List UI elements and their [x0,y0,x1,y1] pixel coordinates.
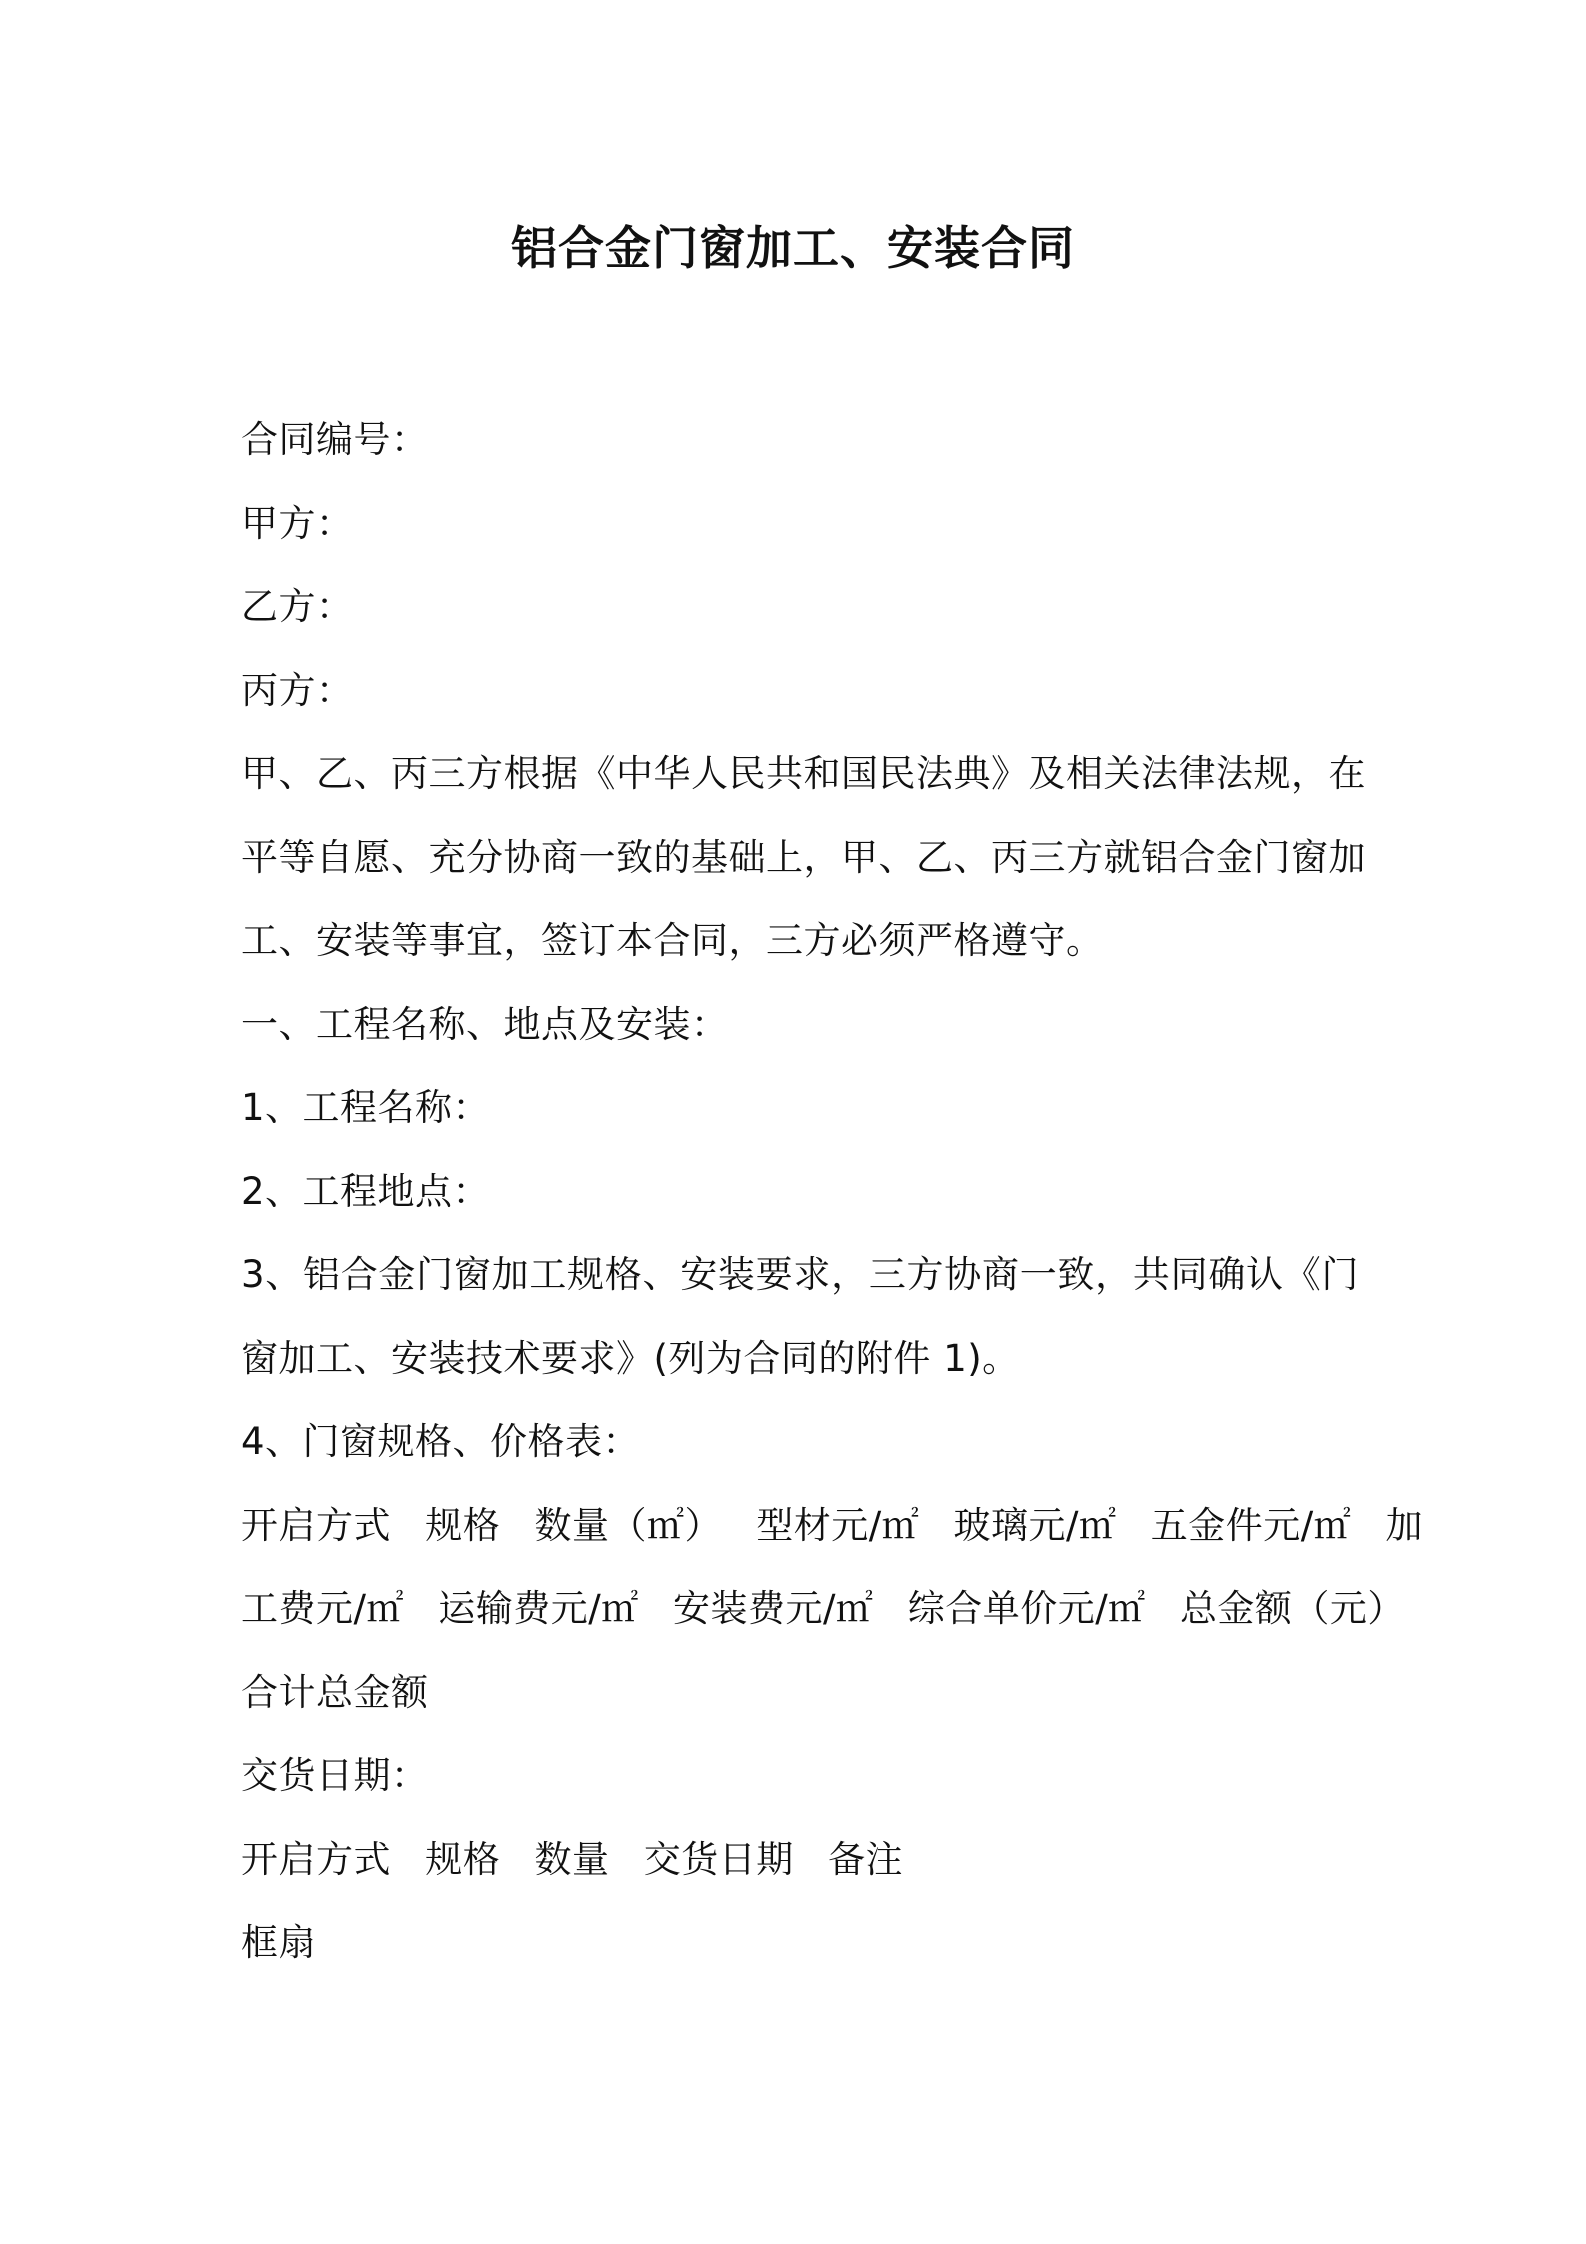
price-col-opening-type: 开启方式 [241,1503,391,1547]
project-location-label: 2、工程地点： [241,1169,491,1213]
price-col-total-amount: 总金额（元） [1179,1587,1405,1630]
section-1-heading: 一、工程名称、地点及安装： [241,1002,729,1046]
delivery-table-header-row [241,1818,1361,1902]
delivery-col-opening-type: 开启方式 [241,1837,391,1881]
document-body [241,398,1423,1985]
price-col-glass: 玻璃元/㎡ [953,1503,1117,1547]
spec-requirements-line-2: 窗加工、安装技术要求》(列为合同的附件 1)。 [241,1336,1020,1380]
price-col-processing-fee: 工费元/㎡ [241,1587,404,1630]
project-name-label: 1、工程名称： [241,1086,491,1129]
price-table-header-row-2 [241,1567,1405,1651]
price-col-unit-price: 综合单价元/㎡ [907,1587,1146,1630]
price-col-quantity: 数量（㎡） [534,1503,723,1547]
delivery-date-heading: 交货日期： [241,1754,429,1797]
delivery-col-date: 交货日期 [643,1837,794,1881]
price-table-heading: 4、门窗规格、价格表： [241,1420,641,1463]
price-col-processing-start: 加 [1385,1503,1423,1547]
price-table-header-row-1 [241,1484,1423,1568]
intro-line-3: 工、安装等事宜，签订本合同，三方必须严格遵守。 [241,919,1104,962]
price-col-spec: 规格 [425,1503,501,1547]
price-col-transport-fee: 运输费元/㎡ [438,1587,639,1630]
delivery-table-row-frame-sash: 框扇 [241,1921,316,1964]
delivery-col-spec: 规格 [425,1837,501,1881]
intro-line-1: 甲、乙、丙三方根据《中华人民共和国民法典》及相关法律法规，在 [241,752,1366,795]
price-col-profile: 型材元/㎡ [756,1503,920,1547]
price-table-total-label: 合计总金额 [241,1670,429,1714]
delivery-col-remarks: 备注 [828,1837,904,1881]
spec-requirements-line-1: 3、铝合金门窗加工规格、安装要求，三方协商一致，共同确认《门 [241,1253,1359,1296]
contract-number-label: 合同编号： [241,418,429,461]
party-a-label: 甲方： [241,501,354,545]
document-title: 铝合金门窗加工、安装合同 [511,221,1075,275]
party-c-label: 丙方： [241,668,354,712]
delivery-col-quantity: 数量 [534,1837,610,1881]
intro-line-2: 平等自愿、充分协商一致的基础上，甲、乙、丙三方就铝合金门窗加 [241,835,1366,879]
party-b-label: 乙方： [241,585,354,628]
price-col-hardware: 五金件元/㎡ [1150,1503,1352,1547]
price-col-install-fee: 安装费元/㎡ [672,1587,874,1630]
